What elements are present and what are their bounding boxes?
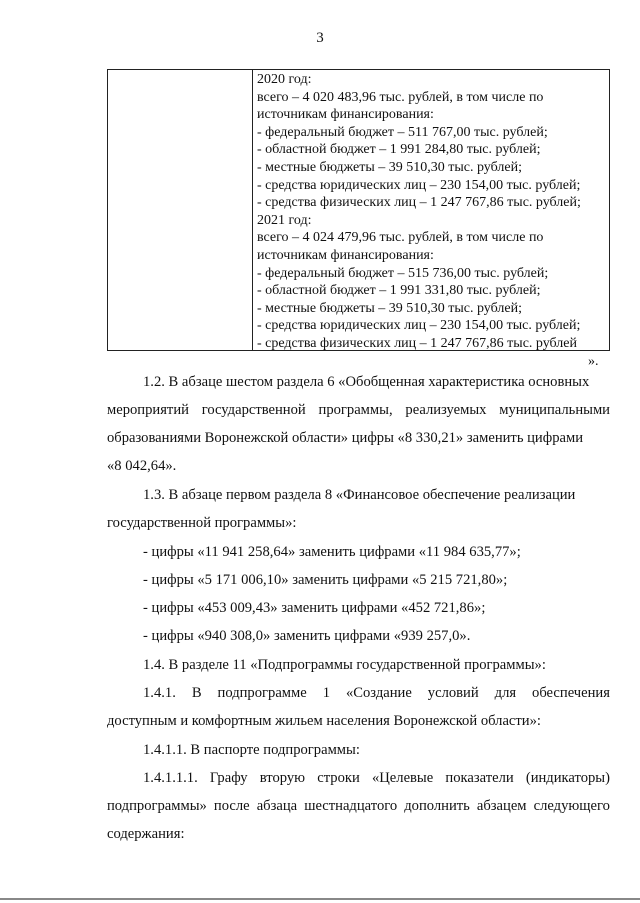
paragraph-1-2-line-4: «8 042,64». [107, 458, 177, 474]
table-line: всего – 4 020 483,96 тыс. рублей, в том числе по [257, 89, 544, 105]
paragraph-1-4-1-1-1-line-1 [107, 770, 610, 787]
word: подпрограммы» [107, 798, 207, 814]
paragraph-1-4-1-1-1-line-3: содержания: [107, 826, 185, 842]
word: 1 [322, 685, 331, 701]
page-number: 3 [316, 30, 324, 46]
word: дополнить [404, 798, 470, 814]
replacement-item: - цифры «5 171 006,10» заменить цифрами «5 215 721,80»; [143, 572, 508, 588]
paragraph-1-4-1-line-2: доступным и комфортным жильем населения Воронежской области»: [107, 713, 541, 729]
word: государственной [201, 402, 306, 418]
paragraph-1-4-1-line-1 [107, 685, 610, 702]
paragraph-1-2-line-3: образованиями Воронежской области» цифры «8 330,21» заменить цифрами [107, 430, 584, 446]
word: следующего [533, 798, 610, 814]
word: показатели [445, 770, 514, 786]
table-line: 2020 год: [257, 72, 312, 87]
word: «Создание [345, 685, 412, 701]
word: шестнадцатого [304, 798, 398, 814]
table-line: - средства физических лиц – 1 247 767,86 тыс. рублей; [257, 195, 581, 211]
word: 1.4.1. [143, 685, 176, 701]
word: 1.4.1.1.1. [143, 770, 198, 786]
table-line: - средства юридических лиц – 230 154,00 тыс. рублей; [257, 318, 581, 334]
word: условий [427, 685, 479, 701]
table-line: 2021 год: [257, 212, 312, 228]
word: абзацем [476, 798, 527, 814]
table-line: - средства юридических лиц – 230 154,00 тыс. рублей; [257, 177, 581, 193]
table-line: - местные бюджеты – 39 510,30 тыс. рублей; [257, 159, 522, 175]
word: В [191, 685, 202, 701]
table-line: - средства физических лиц – 1 247 767,86 тыс. рублей [257, 335, 578, 351]
word: для [494, 685, 517, 701]
table-line: источникам финансирования: [257, 107, 434, 123]
table-line: - федеральный бюджет – 511 767,00 тыс. рублей; [257, 124, 548, 140]
table-line: - местные бюджеты – 39 510,30 тыс. рублей; [257, 300, 522, 316]
word: подпрограмме [217, 685, 307, 701]
table-line: всего – 4 024 479,96 тыс. рублей, в том числе по [257, 230, 544, 246]
word: обеспечения [532, 685, 610, 701]
word: муниципальными [499, 402, 610, 418]
page-edge-divider [0, 898, 640, 900]
word: строки [317, 770, 360, 786]
word: вторую [259, 770, 306, 786]
paragraph-1-3-line-2: государственной программы»: [107, 515, 297, 531]
paragraph-1-4: 1.4. В разделе 11 «Подпрограммы государственной программы»: [143, 657, 546, 673]
table-line: источникам финансирования: [257, 247, 434, 263]
table-line: - федеральный бюджет – 515 736,00 тыс. рублей; [257, 265, 549, 281]
paragraph-1-4-1-1: 1.4.1.1. В паспорте подпрограммы: [143, 742, 360, 758]
paragraph-1-2-line-1: 1.2. В абзаце шестом раздела 6 «Обобщенная характеристика основных [143, 374, 590, 390]
word: программы, [318, 402, 393, 418]
word: (индикаторы) [525, 770, 610, 786]
word: после [213, 798, 250, 814]
replacement-item: - цифры «453 009,43» заменить цифрами «452 721,86»; [143, 600, 486, 616]
paragraph-1-4-1-1-1-line-2 [107, 798, 610, 815]
word: мероприятий [107, 402, 189, 418]
paragraph-1-2-line-2 [107, 402, 610, 419]
closing-quote: ». [588, 354, 599, 369]
word: «Целевые [371, 770, 434, 786]
word: Графу [209, 770, 248, 786]
table-line: - областной бюджет – 1 991 331,80 тыс. рублей; [257, 283, 541, 299]
replacement-item: - цифры «11 941 258,64» заменить цифрами «11 984 635,77»; [143, 544, 521, 560]
document-body [107, 0, 610, 903]
replacement-item: - цифры «940 308,0» заменить цифрами «939 257,0». [143, 628, 471, 644]
paragraph-1-3-line-1: 1.3. В абзаце первом раздела 8 «Финансовое обеспечение реализации [143, 487, 576, 503]
word: реализуемых [405, 402, 487, 418]
table-line: - областной бюджет – 1 991 284,80 тыс. рублей; [257, 142, 541, 158]
word: абзаца [256, 798, 298, 814]
